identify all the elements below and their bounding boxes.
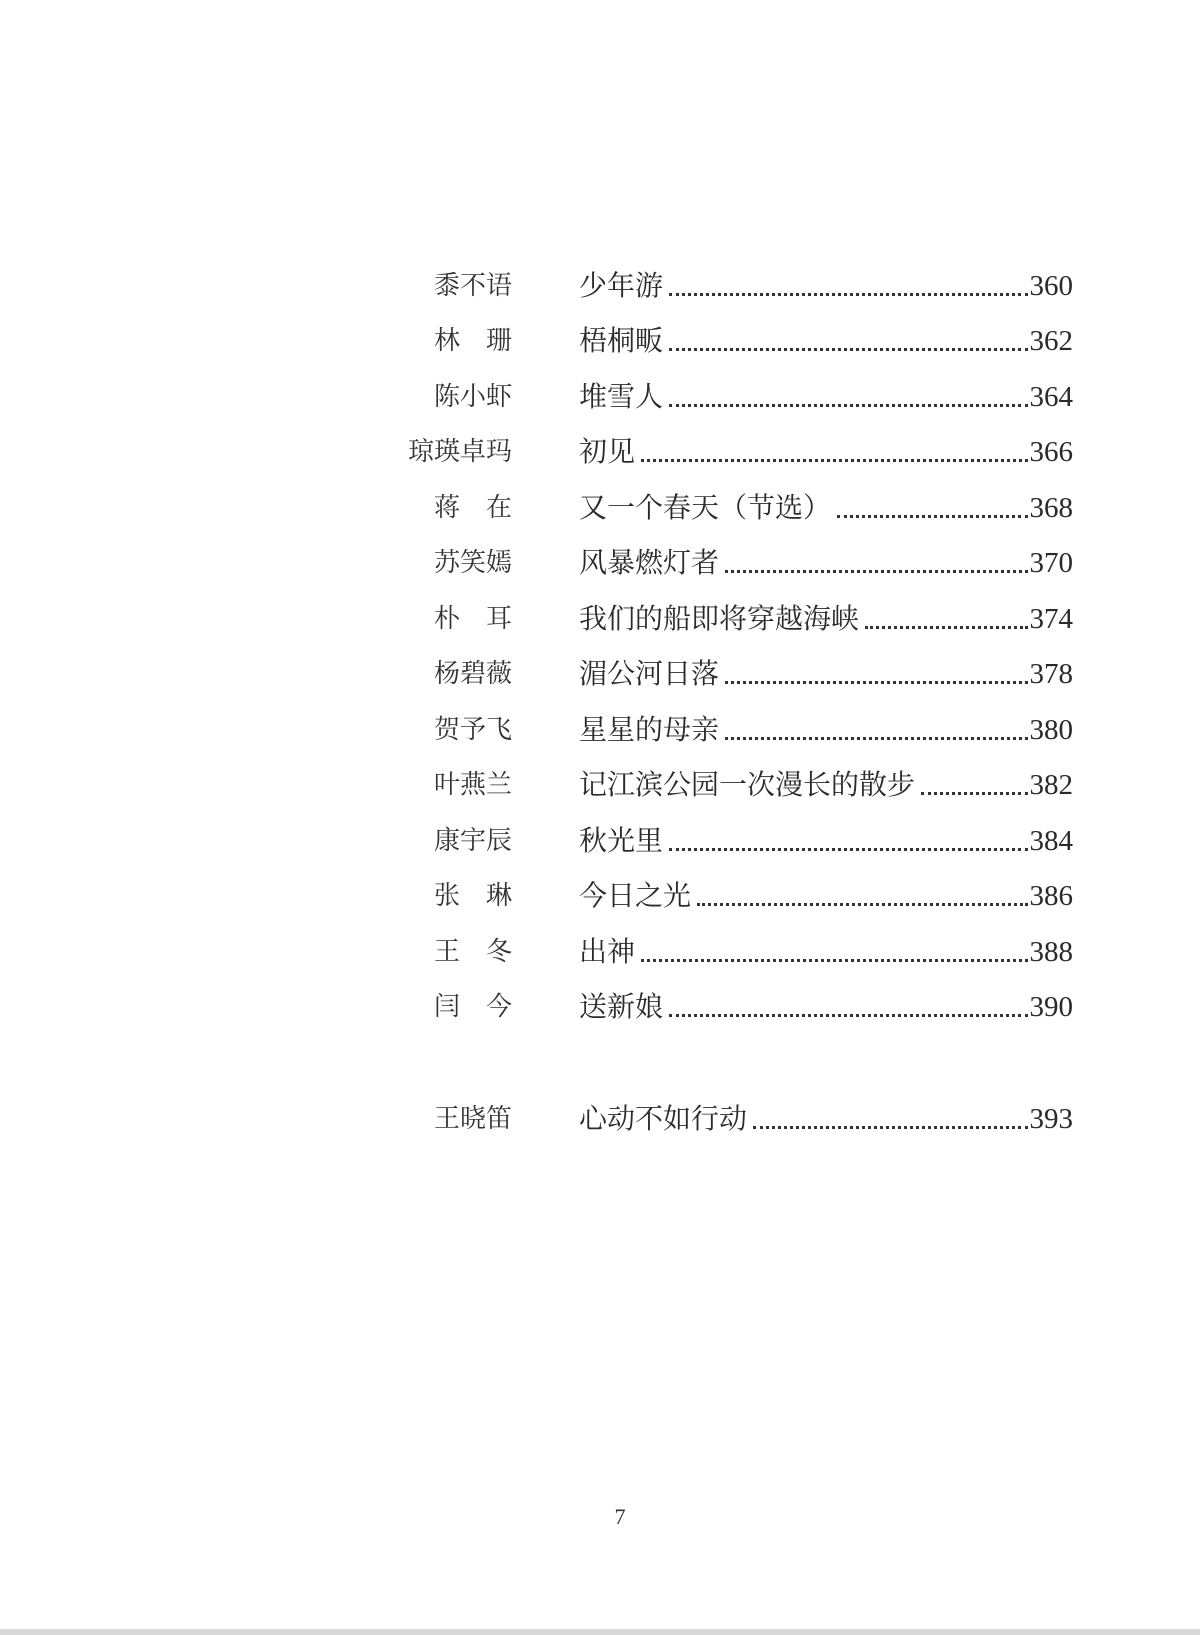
- toc-entry[interactable]: [0, 1097, 1200, 1141]
- dot-leader: [641, 430, 1027, 474]
- entry-title-line: [579, 486, 1073, 530]
- entry-title: 秋光里: [579, 824, 664, 857]
- entry-title-line: [579, 874, 1073, 918]
- dot-leader: [669, 319, 1027, 363]
- toc-entry[interactable]: [0, 874, 1200, 918]
- entry-title: 湄公河日落: [579, 657, 720, 690]
- entry-page-number: 364: [1029, 381, 1073, 413]
- entry-author: 林 珊: [433, 326, 512, 356]
- entry-title-line: [579, 708, 1073, 752]
- entry-title: 初见: [579, 435, 636, 468]
- entry-title-line: [579, 541, 1073, 585]
- dot-leader: [669, 819, 1027, 863]
- entry-page-number: 382: [1029, 769, 1073, 801]
- dot-leader: [725, 541, 1027, 585]
- entry-page-number: 390: [1029, 991, 1073, 1023]
- entry-author: 琼瑛卓玛: [407, 437, 512, 467]
- entry-title: 我们的船即将穿越海峡: [579, 602, 860, 635]
- entry-author: 贺予飞: [433, 715, 512, 745]
- toc-entry[interactable]: [0, 597, 1200, 641]
- entry-title: 又一个春天（节选）: [579, 491, 832, 524]
- entry-title: 风暴燃灯者: [579, 546, 720, 579]
- toc-entry[interactable]: [0, 930, 1200, 974]
- toc-entry[interactable]: [0, 541, 1200, 585]
- toc-entry[interactable]: [0, 264, 1200, 308]
- entry-title: 送新娘: [579, 990, 664, 1023]
- toc-entry[interactable]: [0, 319, 1200, 363]
- entry-author: 杨碧薇: [433, 659, 512, 689]
- dot-leader: [669, 985, 1027, 1029]
- entry-title-line: [579, 985, 1073, 1029]
- page-bottom-divider: [0, 1629, 1200, 1635]
- entry-title-line: [579, 430, 1073, 474]
- entry-title-line: [579, 652, 1073, 696]
- entry-title: 少年游: [579, 269, 664, 302]
- dot-leader: [641, 930, 1027, 974]
- entry-title: 星星的母亲: [579, 713, 720, 746]
- entry-title-line: [579, 319, 1073, 363]
- entry-page-number: 366: [1029, 436, 1073, 468]
- entry-page-number: 368: [1029, 492, 1073, 524]
- entry-title-line: [579, 597, 1073, 641]
- entry-page-number: 370: [1029, 547, 1073, 579]
- entry-page-number: 393: [1029, 1103, 1073, 1135]
- entry-page-number: 362: [1029, 325, 1073, 357]
- toc-entry[interactable]: [0, 819, 1200, 863]
- dot-leader: [837, 486, 1027, 530]
- toc-entry[interactable]: [0, 763, 1200, 807]
- entry-title: 记江滨公园一次漫长的散步: [579, 768, 916, 801]
- entry-author: 康宇辰: [433, 826, 512, 856]
- entry-author: 王晓笛: [433, 1104, 512, 1134]
- entry-page-number: 378: [1029, 658, 1073, 690]
- entry-title-line: [579, 375, 1073, 419]
- dot-leader: [669, 375, 1027, 419]
- entry-page-number: 374: [1029, 603, 1073, 635]
- entry-title: 心动不如行动: [579, 1102, 748, 1135]
- dot-leader: [725, 708, 1027, 752]
- entry-author: 蒋 在: [433, 493, 512, 523]
- toc-entry[interactable]: [0, 486, 1200, 530]
- entry-title-line: [579, 819, 1073, 863]
- entry-title-line: [579, 264, 1073, 308]
- entry-title-line: [579, 1097, 1073, 1141]
- toc-entry[interactable]: [0, 985, 1200, 1029]
- entry-author: 王 冬: [433, 937, 512, 967]
- entry-author: 朴 耳: [433, 604, 512, 634]
- toc-entry[interactable]: [0, 430, 1200, 474]
- entry-author: 闫 今: [433, 992, 512, 1022]
- entry-page-number: 388: [1029, 936, 1073, 968]
- entry-title-line: [579, 930, 1073, 974]
- entry-page-number: 386: [1029, 880, 1073, 912]
- dot-leader: [753, 1097, 1027, 1141]
- entry-title-line: [579, 763, 1073, 807]
- dot-leader: [669, 264, 1027, 308]
- entry-page-number: 360: [1029, 270, 1073, 302]
- entry-page-number: 380: [1029, 714, 1073, 746]
- dot-leader: [725, 652, 1027, 696]
- entry-author: 黍不语: [433, 271, 512, 301]
- entry-author: 苏笑嫣: [433, 548, 512, 578]
- entry-title: 堆雪人: [579, 380, 664, 413]
- entry-title: 今日之光: [579, 879, 692, 912]
- toc-entry[interactable]: [0, 652, 1200, 696]
- toc-entry[interactable]: [0, 708, 1200, 752]
- entry-page-number: 384: [1029, 825, 1073, 857]
- entry-title: 出神: [579, 935, 636, 968]
- dot-leader: [697, 874, 1027, 918]
- entry-author: 陈小虾: [433, 382, 512, 412]
- dot-leader: [921, 763, 1027, 807]
- entry-author: 张 琳: [433, 881, 512, 911]
- toc-entry[interactable]: [0, 375, 1200, 419]
- dot-leader: [865, 597, 1027, 641]
- entry-title: 梧桐畈: [579, 324, 664, 357]
- entry-author: 叶燕兰: [433, 770, 512, 800]
- page-number: 7: [614, 1504, 626, 1529]
